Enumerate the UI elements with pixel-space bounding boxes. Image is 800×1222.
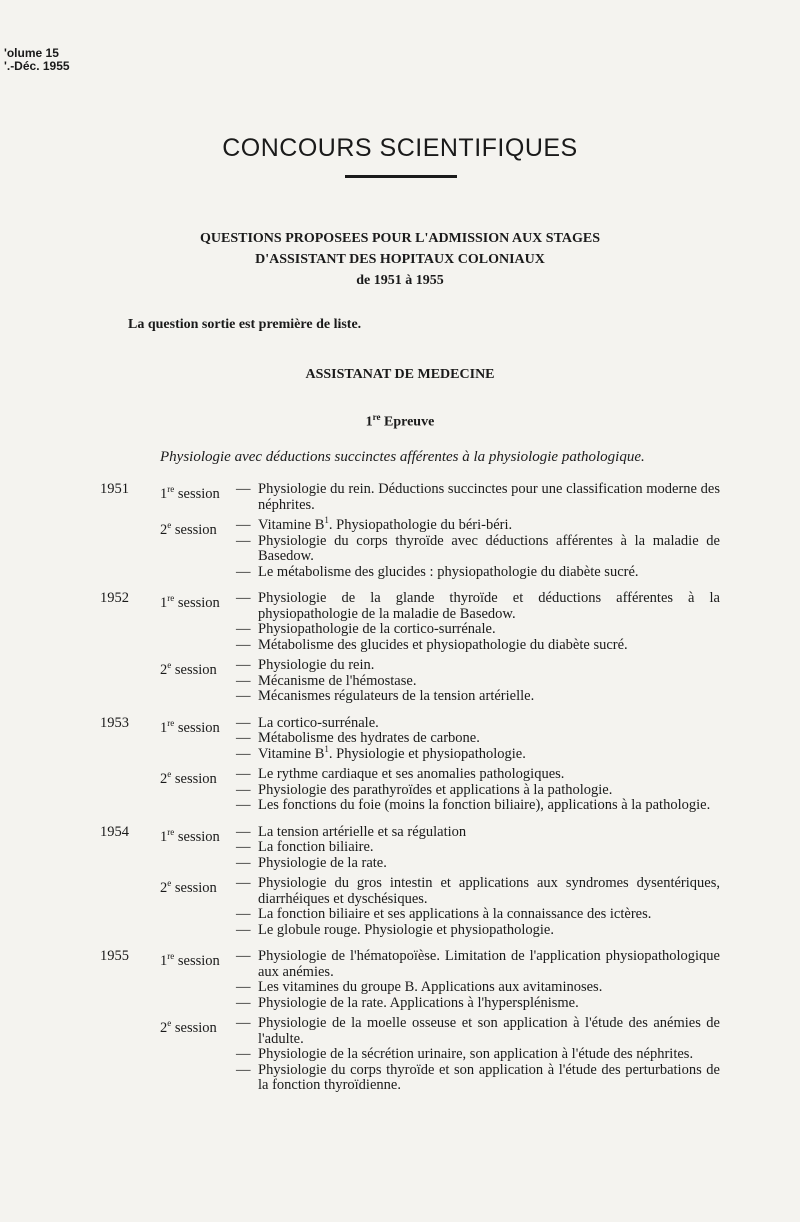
question-text: Physiopathologie de la cortico-surrénale. [258, 621, 496, 637]
question-item [236, 731, 720, 747]
session-block [0, 1016, 800, 1094]
em-dash: — [236, 745, 251, 762]
year-block [0, 482, 800, 580]
em-dash: — [236, 766, 251, 782]
question-item [236, 565, 720, 581]
question-text: Physiologie de la sécrétion urinaire, son application à l'étude des néphrites. [258, 1046, 694, 1062]
em-dash: — [236, 657, 251, 673]
em-dash: — [236, 636, 251, 653]
em-dash: — [236, 590, 251, 606]
question-text: La fonction biliaire et ses applications à la connaissance des ictères. [258, 906, 652, 922]
question-item [236, 783, 720, 799]
session-word: session [174, 719, 220, 736]
subheading-line-3: de 1951 à 1955 [356, 273, 444, 288]
em-dash: — [236, 1061, 251, 1078]
session-ordinal: e [167, 878, 172, 888]
session-ordinal: e [167, 769, 172, 779]
session-number: 2 [160, 661, 168, 678]
session-block [0, 825, 800, 872]
year-label: 1952 [100, 590, 129, 606]
question-text: Métabolisme des hydrates de carbone. [258, 730, 480, 746]
question-item [236, 658, 720, 674]
question-items [236, 658, 720, 705]
session-label [160, 591, 220, 611]
session-number: 2 [160, 879, 168, 896]
em-dash: — [236, 621, 251, 637]
session-block [0, 591, 800, 653]
session-word: session [174, 485, 220, 502]
question-item [236, 767, 720, 783]
question-text: Les fonctions du foie (moins la fonction biliaire), applications à la pathologie. [258, 797, 711, 813]
session-ordinal: e [167, 660, 172, 670]
session-number: 2 [160, 521, 168, 538]
session-ordinal: e [167, 1018, 172, 1028]
session-ordinal: re [167, 826, 175, 837]
session-label [160, 949, 220, 969]
em-dash: — [236, 730, 251, 746]
question-item [236, 876, 720, 907]
question-text: Physiologie du corps thyroïde et son application à l'étude des perturbations de la fonction thyroïdienne. [258, 1061, 720, 1093]
epreuve-number: 1 [365, 414, 373, 430]
em-dash: — [236, 979, 251, 995]
question-items [236, 876, 720, 938]
session-word: session [171, 661, 217, 678]
vitamin-superscript: 1 [324, 743, 329, 754]
session-label [160, 482, 220, 502]
session-word: session [174, 828, 220, 845]
question-text: Vitamine B [258, 745, 325, 762]
session-label [160, 518, 217, 538]
session-number: 2 [160, 770, 168, 787]
session-label [160, 876, 217, 896]
question-text: Le métabolisme des glucides : physiopathologie du diabète sucré. [258, 563, 639, 580]
em-dash: — [236, 921, 251, 938]
session-block [0, 767, 800, 814]
session-block [0, 716, 800, 763]
question-text: Physiologie de la rate. Applications à l'hypersplénisme. [258, 994, 579, 1011]
em-dash: — [236, 481, 251, 497]
session-block [0, 482, 800, 513]
em-dash: — [236, 781, 251, 798]
session-ordinal: re [167, 951, 175, 961]
question-item [236, 980, 720, 996]
question-text-continued: . Physiologie et physiopathologie. [328, 745, 526, 762]
question-item [236, 622, 720, 638]
vitamin-superscript: 1 [324, 515, 329, 526]
question-text: Le globule rouge. Physiologie et physiopathologie. [258, 921, 554, 938]
em-dash: — [236, 1015, 251, 1031]
question-items [236, 1016, 720, 1094]
question-text: Physiologie des parathyroïdes et applications à la pathologie. [258, 781, 613, 798]
question-item [236, 1047, 720, 1063]
question-items [236, 716, 720, 763]
year-block [0, 716, 800, 814]
session-ordinal: re [167, 593, 175, 603]
question-item [236, 996, 720, 1012]
em-dash: — [236, 948, 251, 964]
em-dash: — [236, 875, 251, 891]
em-dash: — [236, 797, 251, 813]
question-text: Physiologie du rein. Déductions succinctes pour une classification moderne des néphrites. [258, 481, 720, 513]
question-item [236, 591, 720, 622]
question-text: Physiologie de la moelle osseuse et son application à l'étude des anémies de l'adulte. [258, 1015, 720, 1047]
session-ordinal: e [167, 520, 172, 530]
session-number: 1 [160, 952, 168, 969]
question-item [236, 856, 720, 872]
question-item [236, 743, 720, 763]
epreuve-ordinal: re [372, 412, 381, 422]
session-number: 1 [160, 719, 168, 736]
epreuve-label: Epreuve [380, 414, 435, 430]
question-text: Physiologie de l'hématopoïèse. Limitation de l'application physiopathologique aux anémies. [258, 948, 720, 980]
em-dash: — [236, 532, 251, 549]
question-text: La cortico-surrénale. [258, 714, 379, 731]
session-block [0, 658, 800, 705]
running-header [4, 47, 70, 73]
page-title: CONCOURS SCIENTIFIQUES [222, 134, 578, 162]
question-item [236, 482, 720, 513]
em-dash: — [236, 854, 251, 871]
question-item [236, 907, 720, 923]
question-items [236, 482, 720, 513]
question-item [236, 840, 720, 856]
question-text: Mécanisme de l'hémostase. [258, 672, 417, 689]
question-item [236, 1016, 720, 1047]
em-dash: — [236, 839, 251, 855]
session-label [160, 658, 217, 678]
question-text: Le rythme cardiaque et ses anomalies pathologiques. [258, 766, 565, 782]
session-number: 2 [160, 1019, 168, 1036]
year-block [0, 591, 800, 705]
question-item [236, 716, 720, 732]
session-word: session [174, 952, 220, 969]
em-dash: — [236, 688, 251, 704]
em-dash: — [236, 823, 251, 840]
question-item [236, 825, 720, 841]
question-item [236, 534, 720, 565]
session-word: session [171, 521, 217, 538]
question-item [236, 923, 720, 939]
year-label: 1953 [100, 714, 129, 731]
question-items [236, 949, 720, 1011]
session-word: session [171, 770, 217, 787]
year-block [0, 949, 800, 1094]
question-text: Mécanismes régulateurs de la tension artérielle. [258, 688, 535, 704]
question-items [236, 515, 720, 580]
title-underline-rule [345, 175, 457, 178]
session-number: 1 [160, 485, 168, 502]
question-text: La tension artérielle et sa régulation [258, 823, 467, 840]
session-block [0, 876, 800, 938]
epreuve-description: Physiologie avec déductions succinctes afférentes à la physiologie pathologique. [160, 449, 645, 465]
session-word: session [171, 879, 217, 896]
session-word: session [174, 594, 220, 611]
epreuve-heading [0, 412, 800, 431]
question-text: Physiologie de la rate. [258, 854, 387, 871]
year-label: 1955 [100, 948, 129, 964]
question-item [236, 674, 720, 690]
question-text: La fonction biliaire. [258, 839, 374, 855]
question-items [236, 591, 720, 653]
subheading [0, 228, 800, 291]
year-label: 1954 [100, 823, 129, 840]
session-ordinal: re [167, 484, 175, 494]
question-text: Les vitamines du groupe B. Applications aux avitaminoses. [258, 979, 603, 995]
question-text: Physiologie du corps thyroïde avec déductions afférentes à la maladie de Basedow. [258, 532, 720, 564]
em-dash: — [236, 563, 251, 580]
question-item [236, 689, 720, 705]
session-number: 1 [160, 594, 168, 611]
section-title: ASSISTANAT DE MEDECINE [305, 367, 495, 382]
year-block [0, 825, 800, 939]
volume-label: 'olume 15 [4, 46, 59, 60]
session-ordinal: re [167, 717, 175, 728]
question-item [236, 515, 720, 534]
question-items [236, 767, 720, 814]
session-block [0, 515, 800, 580]
session-label [160, 716, 220, 736]
session-block [0, 949, 800, 1011]
session-label [160, 1016, 217, 1036]
question-text: Vitamine B [258, 517, 325, 533]
em-dash: — [236, 672, 251, 689]
question-item [236, 798, 720, 814]
issue-date: '.-Déc. 1955 [4, 59, 70, 73]
question-text: Physiologie du gros intestin et applications aux syndromes dysentériques, diarrhéiques et dyschésiques. [258, 875, 720, 907]
em-dash: — [236, 517, 251, 533]
question-text: Métabolisme des glucides et physiopathologie du diabète sucré. [258, 636, 628, 653]
em-dash: — [236, 714, 251, 731]
em-dash: — [236, 906, 251, 922]
selection-note: La question sortie est première de liste. [128, 317, 362, 332]
question-item [236, 638, 720, 654]
year-label: 1951 [100, 481, 129, 497]
session-label [160, 767, 217, 787]
session-label [160, 825, 220, 845]
question-item [236, 1063, 720, 1094]
question-items [236, 825, 720, 872]
question-text: Physiologie de la glande thyroïde et déductions afférentes à la physiopathologie de la maladie de Basedow. [258, 590, 720, 622]
question-item [236, 949, 720, 980]
em-dash: — [236, 1046, 251, 1062]
em-dash: — [236, 994, 251, 1011]
question-text: Physiologie du rein. [258, 657, 375, 673]
subheading-line-2: D'ASSISTANT DES HOPITAUX COLONIAUX [255, 252, 545, 267]
question-list [0, 482, 800, 1105]
session-number: 1 [160, 828, 168, 845]
subheading-line-1: QUESTIONS PROPOSEES POUR L'ADMISSION AUX STAGES [200, 231, 600, 246]
session-word: session [171, 1019, 217, 1036]
question-text-continued: . Physiopathologie du béri-béri. [328, 517, 513, 533]
